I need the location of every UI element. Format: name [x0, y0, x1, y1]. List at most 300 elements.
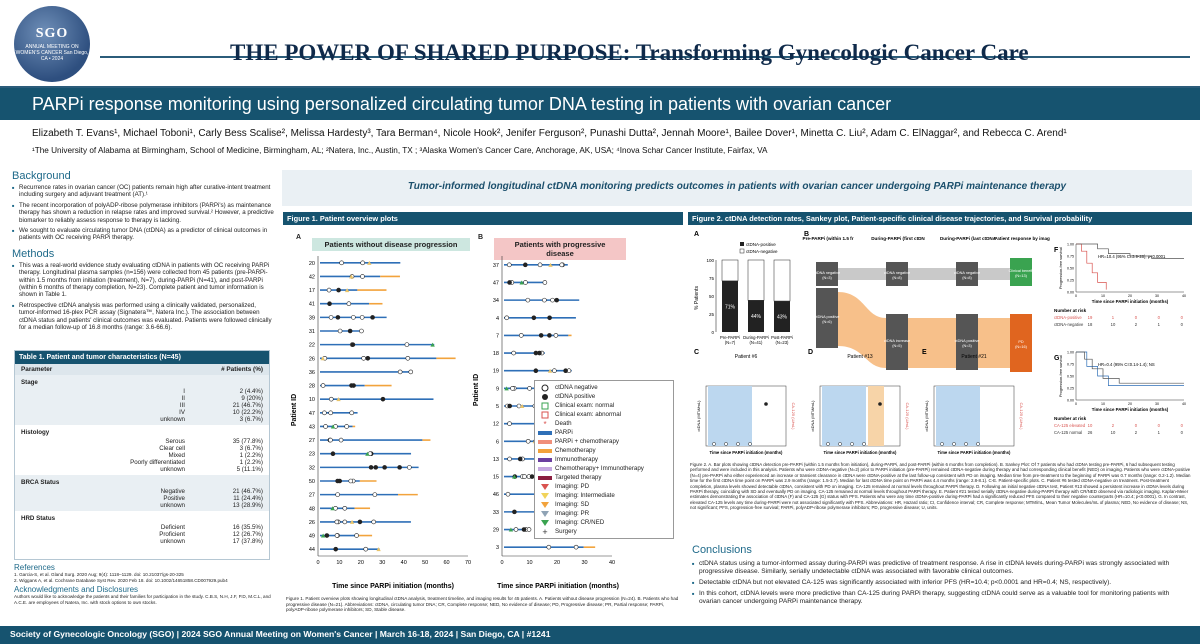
patient-id-label: 34 — [492, 298, 499, 305]
svg-text:A: A — [694, 231, 700, 238]
risk-row-label: ctDNA-negative — [1054, 322, 1084, 327]
ctdna-negative-marker — [838, 442, 841, 445]
ctdna-positive-marker — [508, 404, 512, 408]
sankey-node-label: ctDNA increase — [883, 339, 911, 343]
risk-row-value: 2 — [1111, 423, 1115, 428]
table-cell-label: Mixed — [168, 452, 185, 459]
ctdna-positive-marker — [878, 402, 882, 406]
patient-panel-letter: E — [922, 349, 927, 356]
ctdna-positive-marker — [534, 369, 538, 373]
sankey-flow — [978, 318, 1010, 368]
ctdna-negative-marker — [398, 370, 402, 374]
patient-id-label: 7 — [495, 333, 499, 340]
patient-id-label: 48 — [308, 506, 315, 513]
patient-id-label: 19 — [492, 368, 499, 375]
patient-id-label: 4 — [495, 315, 499, 322]
patient-id-label: 47 — [492, 280, 499, 287]
table-cell-value: 3 (6.7%) — [239, 445, 263, 452]
legend-label: Targeted therapy — [555, 474, 602, 481]
square-cross-icon — [538, 402, 552, 410]
legend-item — [538, 428, 670, 437]
ctdna-negative-marker — [514, 528, 518, 532]
legend-label: Chemotherapy — [555, 447, 596, 454]
sankey-node-label: (N=13) — [1015, 274, 1027, 278]
figure1-legend — [534, 380, 674, 539]
table-row — [21, 395, 263, 402]
patient-y-label: ctDNA (MTM/mL) — [924, 400, 929, 432]
sankey-node-label: ctDNA negative — [953, 271, 981, 275]
ctdna-negative-marker — [512, 351, 516, 355]
patient-y2-label: CA-125 (U/mL) — [905, 402, 910, 430]
patient-id-label: 9 — [495, 386, 499, 393]
svg-text:+: + — [542, 527, 548, 536]
ctdna-negative-marker — [511, 386, 515, 390]
legend-item — [538, 518, 670, 527]
ctdna-negative-marker — [543, 280, 547, 284]
ctdna-negative-marker — [736, 442, 739, 445]
km-y-tick: 1.00 — [1067, 350, 1074, 355]
line-purple-icon — [538, 456, 552, 464]
km-y-tick: 1.00 — [1067, 242, 1074, 247]
table-cell-label: Clear cell — [159, 445, 185, 452]
tick-label: 20 — [357, 560, 364, 566]
legend-label: Clinical exam: normal — [555, 402, 615, 409]
km-curve — [1076, 244, 1184, 258]
patient-id-label: 15 — [492, 474, 499, 481]
poster-title: PARPi response monitoring using personalized circulating tumor DNA testing in patients with ovarian cancer — [32, 94, 892, 114]
ctdna-negative-marker — [964, 442, 967, 445]
table-cell-label: I — [183, 388, 185, 395]
table-cell-label: unknown — [160, 538, 185, 545]
ctdna-positive-marker — [336, 315, 340, 319]
conclusion-item: ■ Detectable ctDNA but not elevated CA-125 was significantly associated with inferior PFS (HR=10.4; p<0.0001 and HR=0.4; NS, respectively). — [692, 579, 1192, 587]
ctdna-negative-marker — [519, 333, 523, 337]
km-x-tick: 20 — [1128, 294, 1132, 298]
x-tick-label: (N=41) — [749, 340, 763, 345]
bar-negative — [722, 260, 738, 281]
sankey-node-label: (N=8) — [962, 276, 972, 280]
km-x-tick: 10 — [1101, 402, 1105, 406]
table-cell-value: 10 (22.2%) — [232, 409, 263, 416]
ctdna-positive-marker — [555, 298, 559, 302]
table-cell-value: 9 (20%) — [241, 395, 263, 402]
patient-id-label: 46 — [492, 492, 499, 499]
patient-id-label: 23 — [308, 451, 315, 458]
km-y-tick: 0.75 — [1067, 254, 1074, 259]
km-curve — [1076, 244, 1106, 290]
ctdna-negative-marker — [547, 545, 551, 549]
circle-filled-icon — [538, 393, 552, 401]
risk-row-value: 0 — [1180, 423, 1183, 428]
km-x-tick: 10 — [1101, 294, 1105, 298]
table-1 — [14, 350, 270, 560]
fig1-panel-b-label: B — [478, 234, 484, 241]
table-cell-label: Serous — [165, 438, 185, 445]
ctdna-negative-marker — [328, 438, 332, 442]
table-cell-label: II — [181, 395, 185, 402]
patient-y-label: ctDNA (MTM/mL) — [810, 400, 815, 432]
conference-banner: THE POWER OF SHARED PURPOSE: Transforming Gynecologic Cancer Care — [230, 40, 1029, 65]
ctdna-negative-marker — [329, 397, 333, 401]
sankey-node-label: ctDNA positive — [954, 339, 980, 343]
sankey-node-label: ctDNA negative — [883, 271, 911, 275]
km-x-label: Time since PARPi initiation (months) — [1091, 299, 1169, 304]
line-orange-icon — [538, 447, 552, 455]
table-group — [15, 425, 269, 475]
legend-label: Immunotherapy — [555, 456, 598, 463]
ctdna-negative-marker — [345, 424, 349, 428]
patient-id-label: 43 — [308, 424, 315, 431]
ctdna-positive-marker — [381, 397, 385, 401]
table-cell-label: unknown — [160, 502, 185, 509]
legend-label: ctDNA negative — [555, 384, 598, 391]
svg-text:B: B — [804, 231, 810, 238]
sankey-flow — [908, 318, 956, 368]
tick-label: 30 — [581, 560, 588, 566]
patient-id-label: 33 — [492, 509, 499, 516]
methods-heading: Methods — [12, 247, 55, 260]
legend-item — [538, 500, 670, 509]
ctdna-negative-marker — [552, 369, 556, 373]
patient-id-label: 49 — [308, 533, 315, 540]
legend-item — [538, 437, 670, 446]
patient-id-label: 26 — [308, 356, 315, 363]
sankey-column-title: Pre-PARPi (within 1.5 fr — [802, 236, 854, 241]
table-row — [21, 531, 263, 538]
legend-label: Imaging: Intermediate — [555, 492, 615, 499]
ctdna-negative-marker — [364, 547, 368, 551]
methods-item: ■ This was a real-world evidence study evaluating ctDNA in patients with OC receiving PARPi therapy. Longitudinal plasma samples (n=156) were collected from 45 patients (pre-PARPi-within 1.5 months from initiation (treatment), N=7), during-PARPi (N=41), and post-PARPi (within 6 months of therapy completion, N=23). Complete patient and tumor information is shown in Table 1. — [12, 262, 274, 299]
tri-red-icon — [538, 483, 552, 491]
figure2-panels — [690, 228, 1192, 460]
footer-text: Society of Gynecologic Oncology (SGO) | 2024 SGO Annual Meeting on Women's Cancer | March 16-18, 2024 | San Diego, CA | #1241 — [10, 629, 551, 639]
patient-id-label: 13 — [492, 456, 499, 463]
ctdna-negative-marker — [405, 343, 409, 347]
ctdna-positive-marker — [351, 343, 355, 347]
ctdna-negative-marker — [409, 370, 413, 374]
table-group-title: Histology — [21, 429, 50, 436]
km-y-label: Progression-free survival — [1059, 247, 1063, 289]
risk-row-value: 10 — [1110, 430, 1116, 435]
background-item: ■ Recurrence rates in ovarian cancer (OC) patients remain high after curative-intent treatment including surgery and adjuvant treatment (AT).¹ — [12, 184, 274, 199]
ctdna-positive-marker — [383, 465, 387, 469]
risk-row-label: CA-125 elevated — [1054, 423, 1086, 428]
parpi-shading — [708, 386, 752, 446]
ctdna-negative-marker — [506, 492, 510, 496]
sankey-node-label: (N=8) — [892, 276, 902, 280]
legend-item — [538, 419, 670, 428]
patient-id-label: 31 — [308, 329, 315, 335]
table-cell-label: Positive — [163, 495, 185, 502]
sankey-flow — [978, 268, 1010, 280]
risk-row-label: CA-125 normal — [1054, 430, 1083, 435]
patient-id-label: 3 — [495, 545, 499, 552]
risk-row-value: 10 — [1110, 322, 1116, 327]
patient-id-label: 32 — [308, 465, 315, 472]
ctdna-positive-marker — [334, 547, 338, 551]
x-tick-label: During-PARPi — [743, 335, 769, 340]
ctdna-negative-marker — [343, 520, 347, 524]
star-icon — [538, 420, 552, 428]
sankey-column-title: Patient response by imag — [994, 236, 1050, 241]
legend-item — [538, 464, 670, 473]
ctdna-positive-marker — [764, 402, 768, 406]
table-row — [21, 502, 263, 509]
ctdna-negative-marker — [349, 479, 353, 483]
patient-id-label: 5 — [495, 404, 499, 410]
km-hr-label: HR=10.4 (95% CI:3.9-28); p<0.0001 — [1098, 254, 1166, 259]
ctdna-negative-marker — [338, 329, 342, 333]
table-cell-value: 21 (46.7%) — [232, 402, 263, 409]
conclusions-heading: Conclusions — [692, 544, 752, 556]
table-row — [21, 409, 263, 416]
table-cell-value: 1 (2.2%) — [239, 452, 263, 459]
references-section — [14, 563, 274, 605]
km-y-tick: 0.00 — [1067, 290, 1074, 295]
square-cross-red-icon — [538, 411, 552, 419]
line-blue-icon — [538, 429, 552, 437]
legend-label: Imaging: SD — [555, 501, 590, 508]
ctdna-negative-marker — [372, 520, 376, 524]
ctdna-negative-marker — [940, 442, 943, 445]
risk-row-value: 26 — [1087, 430, 1093, 435]
risk-row-value: 10 — [1087, 423, 1093, 428]
patient-id-label: 28 — [308, 383, 315, 390]
table-cell-value: 1 (2.2%) — [239, 459, 263, 466]
patient-id-label: 20 — [308, 260, 315, 267]
ctdna-positive-marker — [522, 528, 526, 532]
ctdna-positive-marker — [564, 369, 568, 373]
table-row — [21, 438, 263, 445]
figure1-caption: Figure 1. Patient overview plots showing longitudinal ctDNA analysis, treatment timeline, and imaging results for 45 patients. A. Patients without disease progression (N=24). B. Patients who had progressive disease (N=21). Abbreviations: ctDNA, circulating tumor DNA; CR, Complete response; NED, No evidence of disease; PD, Progressive disease; PR, Partial response; PARPi, polyADP-ribose polymerase inhibitors; SD, Stable disease. — [286, 596, 679, 613]
ctdna-negative-marker — [505, 316, 509, 320]
reference-item: 1. Garcia-S, et al. Gland Surg. 2020 Aug; 9(4): 1118–1129. doi: 10.21037/gs-20-325 — [14, 572, 184, 577]
sankey-node-label: (N=16) — [1015, 345, 1027, 349]
table-group — [15, 375, 269, 425]
patient-y-label: ctDNA (MTM/mL) — [696, 400, 701, 432]
bar-negative — [748, 260, 764, 300]
km-x-tick: 30 — [1155, 294, 1159, 298]
patient-id-label: 27 — [308, 492, 315, 499]
km-hr-label: HR=0.4 (95% CI:0.14-1.4); NS — [1098, 362, 1155, 367]
ctdna-positive-marker — [338, 479, 342, 483]
ctdna-negative-marker — [712, 442, 715, 445]
patient-id-label: 26 — [308, 519, 315, 526]
ctdna-negative-marker — [508, 422, 512, 426]
patient-id-label: 39 — [308, 315, 315, 322]
table-cell-label: Proficient — [159, 531, 185, 538]
km-x-tick: 0 — [1075, 294, 1077, 298]
table-row — [21, 402, 263, 409]
tick-label: 60 — [443, 560, 450, 566]
ctdna-positive-marker — [398, 465, 402, 469]
patient-x-label: Time since PARPi initiation (months) — [823, 450, 897, 455]
legend-label: Chemotherapy+ Immunotherapy — [555, 465, 644, 472]
legend-item — [538, 482, 670, 491]
risk-table-title: Number at risk — [1054, 308, 1087, 313]
references-heading: References — [14, 563, 55, 572]
bar-data-label: 44% — [750, 314, 762, 321]
table-row — [21, 388, 263, 395]
risk-row-label: ctDNA-positive — [1054, 315, 1082, 320]
ctdna-negative-marker — [350, 411, 354, 415]
patient-id-label: 41 — [308, 301, 315, 308]
affiliations: ¹The University of Alabama at Birmingham, School of Medicine, Birmingham, AL; ²Natera, Inc., Austin, TX ; ³Alaska Women's Cancer Care, Anchorage, AK, USA; ⁴Inova Schar Cancer Institute, Fairfax, VA — [32, 146, 768, 155]
fig1a-title: Patients without disease progression — [312, 238, 470, 251]
plus-icon — [538, 528, 552, 536]
tri-orange-icon — [538, 501, 552, 509]
legend-label: ctDNA positive — [555, 393, 596, 400]
ack-text: Authors would like to acknowledge the patients and their families for participation in the study. C.B.S, N.H, J.F, P.D, M.C.L, and A.C.E. are employees of Natera, Inc. with stock options to own stocks. — [14, 594, 271, 605]
sankey-node-label: (N=5) — [892, 344, 902, 348]
table-group-title: BRCA Status — [21, 479, 60, 486]
legend-label: Imaging: PR — [555, 510, 590, 517]
fig1a-ylabel: Patient ID — [291, 393, 298, 427]
ctdna-positive-marker — [337, 288, 341, 292]
ctdna-negative-marker — [862, 442, 865, 445]
bar-negative — [774, 260, 790, 301]
km-x-tick: 40 — [1182, 294, 1186, 298]
table-cell-value: 16 (35.5%) — [232, 524, 263, 531]
ctdna-negative-marker — [347, 302, 351, 306]
line-salmon-icon — [538, 438, 552, 446]
table-cell-value: 35 (77.8%) — [232, 438, 263, 445]
table-col-patients: # Patients (%) — [221, 366, 263, 373]
risk-row-value: 0 — [1134, 315, 1138, 320]
table-cell-label: Negative — [160, 488, 185, 495]
y-tick-label: 75 — [708, 276, 714, 281]
bar-data-label: 43% — [776, 314, 788, 321]
patient-y2-label: CA-125 (U/mL) — [791, 402, 796, 430]
ctdna-negative-marker — [360, 315, 364, 319]
tick-label: 10 — [526, 560, 533, 566]
tick-label: 50 — [422, 560, 429, 566]
ack-heading: Acknowledgments and Disclosures — [14, 585, 139, 595]
figure2-header: Figure 2. ctDNA detection rates, Sankey plot, Patient-specific clinical disease trajectories, and Survival probability — [688, 212, 1192, 225]
patient-id-label: 42 — [308, 274, 315, 281]
circle-open-icon — [538, 384, 552, 392]
y-tick-label: 25 — [708, 312, 714, 317]
legend-swatch — [740, 249, 744, 253]
ctdna-negative-marker — [527, 528, 531, 532]
background-section — [12, 170, 274, 335]
fig1b-title: Patients with progressive disease — [494, 238, 626, 260]
ctdna-negative-marker — [523, 280, 527, 284]
ctdna-negative-marker — [406, 356, 410, 360]
ctdna-negative-marker — [360, 274, 364, 278]
ctdna-negative-marker — [528, 386, 532, 390]
ctdna-positive-marker — [369, 465, 373, 469]
km-y-tick: 0.00 — [1067, 398, 1074, 403]
ctdna-negative-marker — [351, 315, 355, 319]
table-row — [21, 459, 263, 466]
table-cell-value: 21 (46.7%) — [232, 488, 263, 495]
table-row — [21, 466, 263, 473]
ctdna-negative-marker — [361, 261, 365, 265]
ctdna-negative-marker — [343, 506, 347, 510]
km-y-tick: 0.50 — [1067, 374, 1074, 379]
table-group — [15, 475, 269, 511]
sankey-flow — [908, 268, 956, 280]
tick-label: 20 — [553, 560, 561, 566]
patient-y2-label: CA-125 (U/mL) — [1019, 402, 1024, 430]
ctdna-positive-marker — [374, 465, 378, 469]
ctdna-negative-marker — [538, 263, 542, 267]
tick-label: 70 — [464, 560, 472, 566]
y-tick-label: 100 — [706, 258, 714, 263]
km-x-tick: 0 — [1075, 402, 1077, 406]
patient-id-label: 18 — [492, 351, 499, 358]
fig1b-xlabel: Time since PARPi initiation (months) — [497, 583, 619, 590]
table-cell-value: 5 (11.1%) — [236, 466, 263, 473]
sankey-node-label: (N=3) — [962, 344, 972, 348]
ctdna-positive-marker — [508, 280, 512, 284]
ctdna-positive-marker — [325, 534, 329, 538]
risk-row-value: 18 — [1087, 322, 1093, 327]
tick-label: 0 — [500, 560, 504, 566]
risk-row-value: 2 — [1134, 322, 1138, 327]
table-row — [21, 445, 263, 452]
ctdna-negative-marker — [508, 457, 512, 461]
ctdna-negative-marker — [327, 288, 331, 292]
sankey-node-label: Clinical benefit — [1008, 269, 1034, 273]
legend-label: PARPi — [555, 429, 573, 436]
ctdna-negative-marker — [373, 493, 377, 497]
legend-label: Clinical exam: abnormal — [555, 411, 622, 418]
km-y-tick: 0.25 — [1067, 278, 1074, 283]
ctdna-negative-marker — [523, 475, 527, 479]
table-row — [21, 495, 263, 502]
legend-label: PARPi + chemotherapy — [555, 438, 620, 445]
table-cell-label: III — [179, 402, 185, 409]
patient-id-label: 22 — [308, 342, 315, 349]
tick-label: 30 — [379, 560, 386, 566]
km-x-tick: 40 — [1182, 402, 1186, 406]
ctdna-positive-marker — [371, 315, 375, 319]
patient-id-label: 37 — [492, 262, 499, 269]
conclusion-item: ■ ctDNA status using a tumor-informed assay during-PARPi was predictive of treatment response. A rise in ctDNA levels during-PARPi was strongly associated with progressive disease. Similarly, serially undetectable ctDNA was associated with favorable clinical outcomes. — [692, 560, 1192, 576]
legend-item — [538, 455, 670, 464]
sankey-flow — [838, 268, 886, 280]
risk-row-value: 0 — [1157, 423, 1161, 428]
fig2a-bar-chart — [694, 242, 793, 345]
ctdna-negative-marker — [526, 439, 530, 443]
methods-item: ■ Retrospective ctDNA analysis was performed using a clinically validated, personalized, tumor-informed 16-plex PCR assay (Signatera™, Natera Inc.). The association between ctDNA status and patients' clinical outcomes was evaluated. Patients were followed clinically for a median follow-up of 16.8 months (range: 3.6-66.6). — [12, 302, 274, 332]
table-cell-label: unknown — [160, 416, 185, 423]
legend-item — [538, 383, 670, 392]
ctdna-negative-marker — [850, 442, 853, 445]
y-axis-label: % Patients — [694, 286, 700, 310]
km-y-tick: 0.75 — [1067, 362, 1074, 367]
figure1-header: Figure 1. Patient overview plots — [283, 212, 683, 225]
ctdna-positive-marker — [328, 302, 332, 306]
ctdna-positive-marker — [358, 520, 362, 524]
legend-item — [538, 509, 670, 518]
table-cell-label: Deficient — [160, 524, 185, 531]
legend-item — [538, 491, 670, 500]
sankey-node-label: PD — [1018, 340, 1024, 344]
ctdna-negative-marker — [329, 315, 333, 319]
risk-row-value: 0 — [1157, 315, 1161, 320]
ctdna-positive-marker — [518, 457, 522, 461]
table-cell-value: 17 (37.8%) — [232, 538, 263, 545]
sankey-column-title: During-PARPi (first ctDN — [871, 236, 925, 241]
y-tick-label: 0 — [711, 330, 714, 335]
background-item: ■ We sought to evaluate circulating tumor DNA (ctDNA) as a predictor of clinical outcomes in patients with OC receiving PARPi therapy. — [12, 227, 274, 242]
background-item: ■ The recent incorporation of polyADP-ribose polymerase inhibitors (PARPi's) as maintenance therapy has shown a reduction in relapse rates and improved survival.² However, a predictive biomarker to reliably assess response to therapy is lacking. — [12, 202, 274, 224]
legend-label: ctDNA-negative — [746, 249, 778, 254]
table-row — [21, 452, 263, 459]
